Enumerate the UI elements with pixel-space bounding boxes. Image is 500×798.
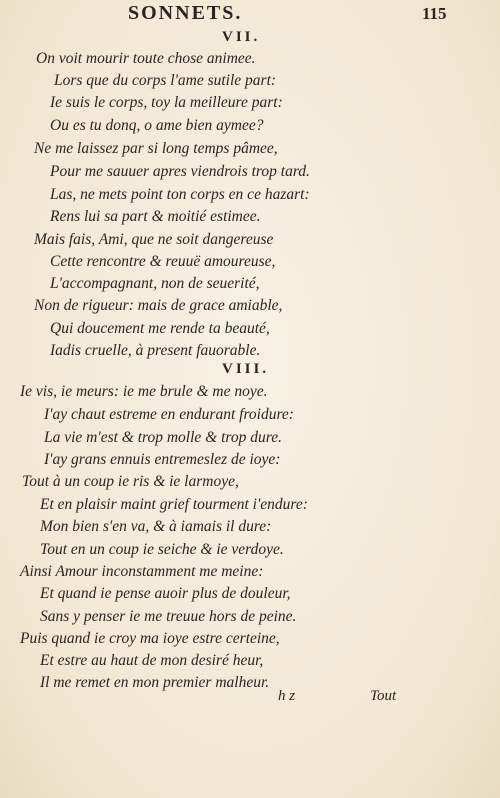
page-number: 115: [422, 4, 447, 23]
sonnet-8-line-12: Puis quand ie croy ma ioye estre certeine,: [20, 630, 280, 647]
sonnet-8-line-14: Il me remet en mon premier malheur.: [40, 674, 270, 691]
running-title: SONNETS.: [128, 2, 243, 24]
sonnet-8-line-9: Ainsi Amour inconstamment me meine:: [20, 563, 264, 580]
sonnet-7-line-10: Cette rencontre & reuuë amoureuse,: [50, 253, 276, 270]
sonnet-7-line-14: Iadis cruelle, à present fauorable.: [50, 342, 261, 359]
sonnet-8-line-5: Tout à un coup ie ris & ie larmoye,: [22, 473, 239, 490]
sonnet-7-line-6: Pour me sauuer apres viendrois trop tard.: [50, 163, 310, 180]
sonnet-7-line-5: Ne me laissez par si long temps pâmee,: [34, 140, 278, 157]
sonnet-7-line-7: Las, ne mets point ton corps en ce hazart:: [50, 186, 310, 203]
sonnet-8-line-8: Tout en un coup ie seiche & ie verdoye.: [40, 541, 284, 558]
sonnet-8-line-4: I'ay grans ennuis entremeslez de ioye:: [44, 451, 281, 468]
sonnet-7-numeral: VII.: [222, 29, 261, 45]
sonnet-7-line-2: Lors que du corps l'ame sutile part:: [54, 72, 277, 89]
sonnet-8-line-11: Sans y penser ie me treuue hors de peine.: [40, 608, 297, 625]
sonnet-7-line-13: Qui doucement me rende ta beauté,: [50, 320, 270, 337]
signature-mark: h z: [278, 688, 296, 704]
sonnet-8-line-7: Mon bien s'en va, & à iamais il dure:: [40, 518, 272, 535]
sonnet-8-line-6: Et en plaisir maint grief tourment i'endure:: [40, 496, 308, 513]
sonnet-7-line-3: Ie suis le corps, toy la meilleure part:: [50, 94, 283, 111]
running-head: [0, 2, 500, 26]
sonnet-8-line-2: I'ay chaut estreme en endurant froidure:: [44, 406, 294, 423]
sonnet-7-line-9: Mais fais, Ami, que ne soit dangereuse: [34, 231, 274, 248]
sonnet-8-line-3: La vie m'est & trop molle & trop dure.: [44, 429, 282, 446]
sonnet-7-line-8: Rens lui sa part & moitié estimee.: [50, 208, 261, 225]
catchword: Tout: [370, 688, 397, 704]
sonnet-8-line-13: Et estre au haut de mon desiré heur,: [40, 652, 264, 669]
sonnet-8-line-1: Ie vis, ie meurs: ie me brule & me noye.: [20, 383, 268, 400]
sonnet-7-line-12: Non de rigueur: mais de grace amiable,: [34, 297, 283, 314]
sonnet-7-line-4: Ou es tu donq, o ame bien aymee?: [50, 117, 264, 134]
sonnet-8-numeral: VIII.: [222, 361, 270, 377]
sonnet-7-line-11: L'accompagnant, non de seuerité,: [50, 275, 260, 292]
sonnet-8-line-10: Et quand ie pense auoir plus de douleur,: [40, 585, 291, 602]
sonnet-7-line-1: On voit mourir toute chose animee.: [36, 50, 256, 67]
